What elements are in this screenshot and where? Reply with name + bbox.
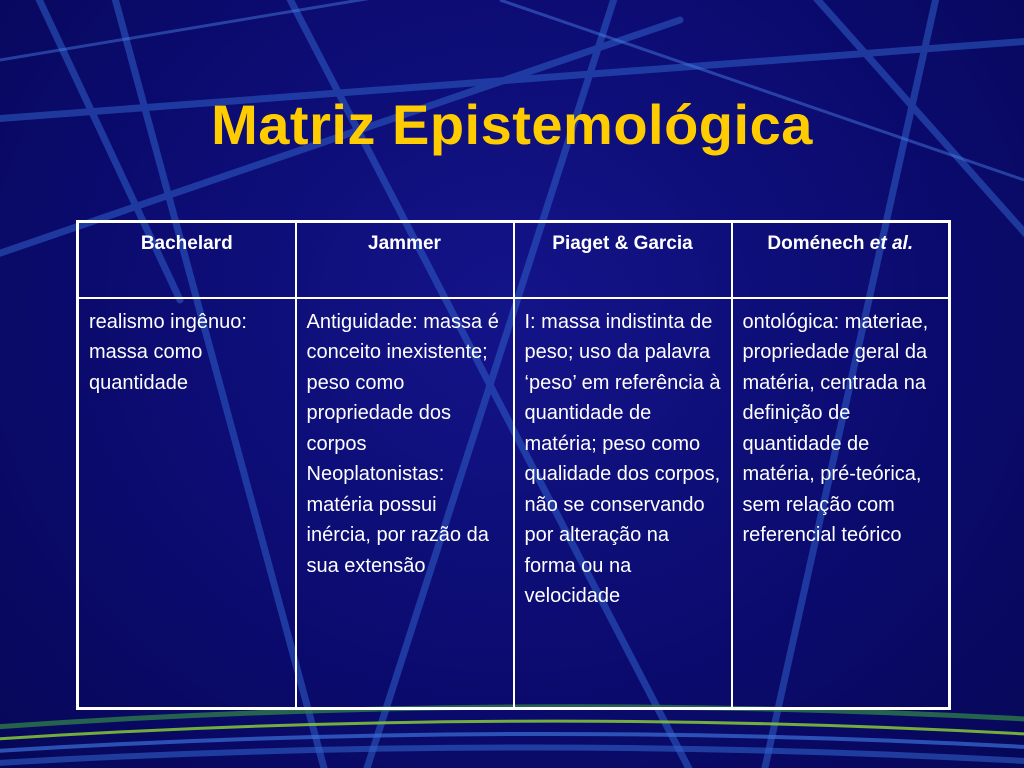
header-domenech-name: Doménech: [767, 233, 865, 254]
cell-jammer: Antiguidade: massa é conceito inexistente; peso como propriedade dos corpos Neoplatonistas: matéria possui inércia, por razão da sua extensão: [296, 298, 514, 709]
table-row: [78, 298, 950, 709]
slide-title: Matriz Epistemológica: [211, 93, 813, 156]
header-domenech: [732, 222, 950, 298]
header-bachelard: Bachelard: [78, 222, 296, 298]
epistemological-matrix-table: [76, 220, 951, 710]
header-piaget-garcia: Piaget & Garcia: [514, 222, 732, 298]
header-jammer: Jammer: [296, 222, 514, 298]
cell-domenech: ontológica: materiae, propriedade geral da matéria, centrada na definição de quantidade de matéria, pré-teórica, sem relação com referencial teórico: [732, 298, 950, 709]
table-header-row: [78, 222, 950, 298]
cell-piaget-garcia: I: massa indistinta de peso; uso da palavra ‘peso’ em referência à quantidade de matéria; peso como qualidade dos corpos, não se conservando por alteração na forma ou na velocidade: [514, 298, 732, 709]
header-domenech-et-al: et al.: [869, 233, 914, 254]
cell-bachelard: realismo ingênuo: massa como quantidade: [78, 298, 296, 709]
